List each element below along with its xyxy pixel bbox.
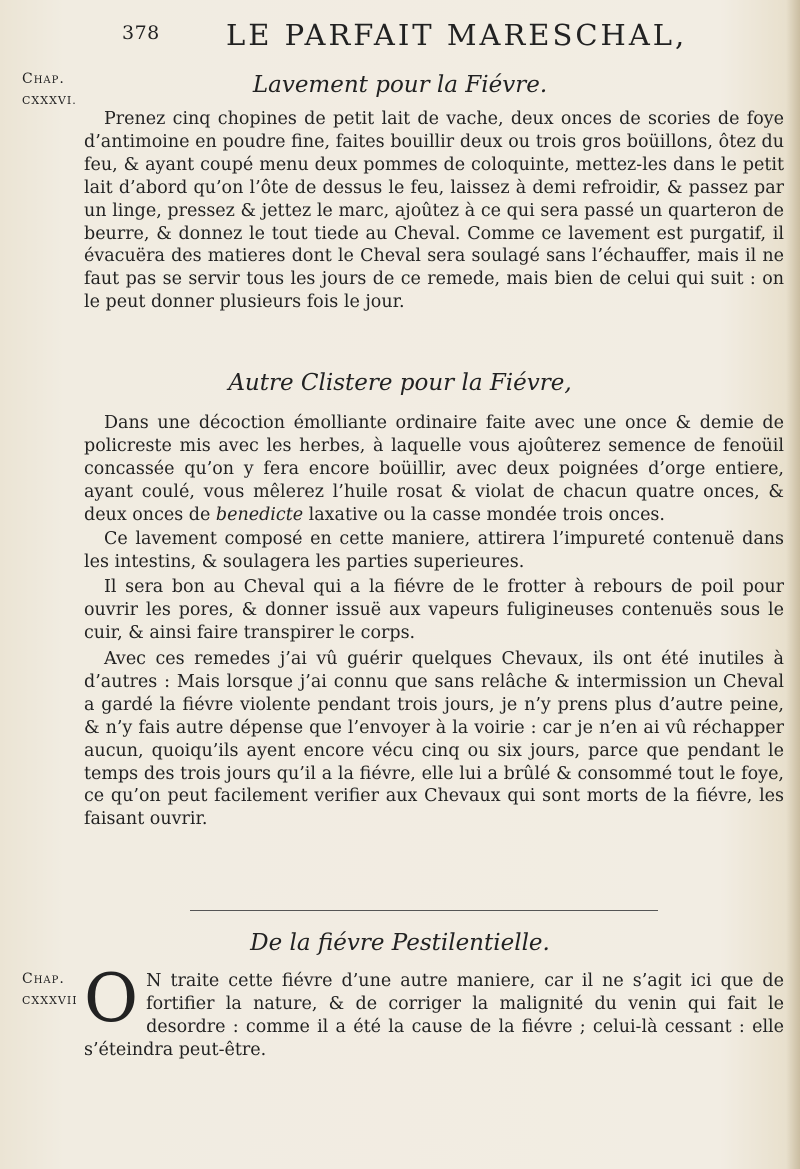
page-spine-shadow: [786, 0, 800, 1169]
running-title: LE PARFAIT MARESCHAL,: [226, 18, 688, 52]
margin-note-chapter-137: [22, 968, 78, 1012]
section-title-lavement: Lavement pour la Fiévre.: [252, 72, 548, 98]
paragraph-pestilentielle: O N traite cette fiévre d’une autre maniere, car il ne s’agit ici que de fortifier la nature, & de corriger la malignité du venin qui fait le desordre : comme il a été la cause de la fiévre ; celui-là cessant : elle s’éteindra peut-être.: [84, 960, 784, 1060]
paragraph-clistere-4: Avec ces remedes j’ai vû guérir quelques Chevaux, ils ont été inutiles à d’autres : Mais lorsque j’ai connu que sans relâche & intermission un Cheval a gardé la fiévre violente pendant trois jours, je n’y prens plus d’autre peine, & n’y fais autre dépense que l’envoyer à la voirie : car je n’en ai vû réchapper aucun, quoiqu’ils ayent encore vécu cinq ou six jours, parce que pendant le temps des trois jours qu’il a la fiévre, elle lui a brûlé & consommé tout le foye, ce qu’on peut facilement verifier aux Chevaux qui sont morts de la fiévre, les faisant ouvrir.: [84, 649, 784, 830]
drop-cap-letter: O: [84, 960, 139, 1037]
paragraph-lavement: Prenez cinq chopines de petit lait de vache, deux onces de scories de foye d’antimoine en poudre fine, faites bouillir deux ou trois gros boüillons, ôtez du feu, & ayant coupé menu deux pommes de coloquinte, mettez-les dans le petit lait d’abord qu’on l’ôte de dessus le feu, laissez à demi refroidir, & passez par un linge, pressez & jettez le marc, ajoûtez à ce qui sera passé un quarteron de beurre, & donnez le tout tiede au Cheval. Comme ce lavement est purgatif, il évacuëra des matieres dont le Cheval sera soulagé sans l’échauffer, mais il ne faut pas se servir tous les jours de ce remede, mais bien de celui qui suit : on le peut donner plusieurs fois le jour.: [84, 109, 784, 313]
margin-note-number: CXXXVII: [22, 994, 78, 1007]
page-number: 378: [122, 22, 160, 44]
section-title-clistere: Autre Clistere pour la Fiévre,: [228, 370, 572, 396]
paragraph-clistere-2: Ce lavement composé en cette maniere, attirera l’impureté contenuë dans les intestins, & soulagera les parties superieures.: [84, 529, 784, 572]
margin-note-label: Chap.: [22, 971, 65, 987]
paragraph-clistere-1: Dans une décoction émolliante ordinaire faite avec une once & demie de policreste mis avec les herbes, à laquelle vous ajoûterez semence de fenoüil concassée qu’on y fera encore boüillir, avec deux poignées d’orge entiere, ayant coulé, vous mêlerez l’huile rosat & violat de chacun quatre onces, & deux onces de benedicte laxative ou la casse mondée trois onces.: [84, 413, 784, 525]
paragraph-clistere-3: Il sera bon au Cheval qui a la fiévre de le frotter à rebours de poil pour ouvrir les pores, & donner issuë aux vapeurs fuligineuses contenuës sous le cuir, & ainsi faire transpirer le corps.: [84, 577, 784, 643]
section-divider-rule: [190, 910, 658, 911]
section-title-pestilentielle: De la fiévre Pestilentielle.: [250, 930, 550, 956]
margin-note-label: Chap.: [22, 71, 65, 87]
margin-note-number: CXXXVI.: [22, 94, 77, 107]
benedicte-term: benedicte: [215, 504, 304, 525]
